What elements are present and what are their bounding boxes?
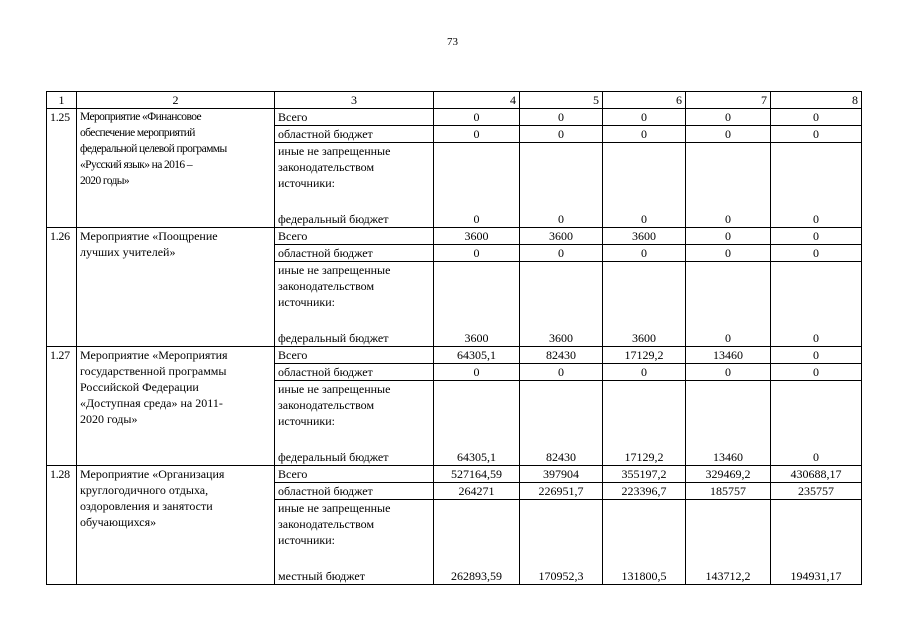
value-cell xyxy=(520,262,603,347)
table-row xyxy=(47,347,862,364)
source-label-total: Всего xyxy=(275,347,434,364)
header-cell: 8 xyxy=(771,92,862,109)
value-cell: 527164,59 xyxy=(434,466,520,483)
description-line: Мероприятие «Мероприятия xyxy=(80,348,228,362)
source-line: иные не запрещенные xyxy=(278,501,391,515)
measure-description xyxy=(77,109,275,228)
value-text: 3600 xyxy=(464,331,489,345)
table-row xyxy=(47,109,862,126)
value-cell: 185757 xyxy=(686,483,771,500)
value-text: 0 xyxy=(813,450,819,464)
value-cell xyxy=(434,143,520,228)
source-line: законодательством xyxy=(278,398,375,412)
source-label-regional: областной бюджет xyxy=(275,126,434,143)
value-text: 13460 xyxy=(713,450,743,464)
value-cell: 0 xyxy=(686,126,771,143)
source-label-total: Всего xyxy=(275,109,434,126)
value-cell xyxy=(771,143,862,228)
source-label-regional: областной бюджет xyxy=(275,245,434,262)
value-text: 3600 xyxy=(549,331,573,345)
value-text: 131800,5 xyxy=(621,569,667,583)
value-cell: 0 xyxy=(603,245,686,262)
header-cell: 7 xyxy=(686,92,771,109)
value-cell xyxy=(434,500,520,585)
source-line: иные не запрещенные xyxy=(278,144,391,158)
other-budget-label: федеральный бюджет xyxy=(278,331,389,345)
header-row xyxy=(47,92,862,109)
description-line: обеспечение мероприятий xyxy=(80,127,195,139)
description-line: лучших учителей» xyxy=(80,245,176,259)
value-cell xyxy=(520,500,603,585)
description-line: Мероприятие «Поощрение xyxy=(80,229,218,243)
value-cell: 430688,17 xyxy=(771,466,862,483)
value-cell xyxy=(686,143,771,228)
value-cell: 3600 xyxy=(520,228,603,245)
value-cell xyxy=(434,381,520,466)
description-line: Мероприятие «Финансовое xyxy=(80,111,201,123)
measure-number: 1.28 xyxy=(47,466,77,585)
source-line: источники: xyxy=(278,414,335,428)
description-line: 2020 годы» xyxy=(80,175,130,187)
other-budget-label: федеральный бюджет xyxy=(278,212,389,226)
value-cell: 0 xyxy=(686,245,771,262)
value-cell: 0 xyxy=(686,364,771,381)
value-cell xyxy=(603,262,686,347)
header-cell: 1 xyxy=(47,92,77,109)
source-label-other xyxy=(275,262,434,347)
description-line: «Русский язык» на 2016 – xyxy=(80,159,193,171)
value-cell: 0 xyxy=(434,109,520,126)
source-line: источники: xyxy=(278,176,335,190)
page-number: 73 xyxy=(447,36,458,48)
value-cell: 3600 xyxy=(603,228,686,245)
value-cell: 0 xyxy=(520,364,603,381)
value-text: 0 xyxy=(558,212,564,226)
source-label-other xyxy=(275,500,434,585)
value-cell xyxy=(686,500,771,585)
header-cell: 6 xyxy=(603,92,686,109)
value-cell xyxy=(686,262,771,347)
value-cell: 0 xyxy=(686,109,771,126)
table-row xyxy=(47,466,862,483)
value-text: 3600 xyxy=(632,331,656,345)
value-cell: 223396,7 xyxy=(603,483,686,500)
value-cell xyxy=(434,262,520,347)
value-cell: 3600 xyxy=(434,228,520,245)
source-line: законодательством xyxy=(278,279,375,293)
source-label-regional: областной бюджет xyxy=(275,364,434,381)
source-label-other xyxy=(275,381,434,466)
value-cell xyxy=(686,381,771,466)
value-cell: 264271 xyxy=(434,483,520,500)
value-cell: 0 xyxy=(434,126,520,143)
source-label-total: Всего xyxy=(275,466,434,483)
description-line: государственной программы xyxy=(80,364,227,378)
header-cell: 2 xyxy=(77,92,275,109)
description-line: 2020 годы» xyxy=(80,412,138,426)
value-text: 82430 xyxy=(546,450,576,464)
value-cell: 64305,1 xyxy=(434,347,520,364)
measure-number: 1.25 xyxy=(47,109,77,228)
value-cell: 226951,7 xyxy=(520,483,603,500)
source-label-other xyxy=(275,143,434,228)
value-cell xyxy=(771,500,862,585)
header-cell: 3 xyxy=(275,92,434,109)
value-cell xyxy=(771,381,862,466)
measure-description xyxy=(77,347,275,466)
source-line: законодательством xyxy=(278,160,375,174)
value-text: 0 xyxy=(473,212,480,226)
value-text: 0 xyxy=(813,212,819,226)
source-label-total: Всего xyxy=(275,228,434,245)
value-cell: 0 xyxy=(771,228,862,245)
value-cell: 355197,2 xyxy=(603,466,686,483)
value-text: 0 xyxy=(641,212,647,226)
value-cell: 17129,2 xyxy=(603,347,686,364)
measure-description xyxy=(77,466,275,585)
value-text: 0 xyxy=(813,331,819,345)
value-cell: 0 xyxy=(603,109,686,126)
source-line: иные не запрещенные xyxy=(278,263,391,277)
value-cell: 0 xyxy=(771,347,862,364)
source-line: иные не запрещенные xyxy=(278,382,391,396)
value-cell: 82430 xyxy=(520,347,603,364)
value-cell: 0 xyxy=(603,126,686,143)
value-text: 194931,17 xyxy=(790,569,842,583)
source-line: законодательством xyxy=(278,517,375,531)
measure-description xyxy=(77,228,275,347)
value-cell xyxy=(603,381,686,466)
value-cell: 329469,2 xyxy=(686,466,771,483)
value-text: 0 xyxy=(725,331,731,345)
header-cell: 4 xyxy=(434,92,520,109)
value-cell xyxy=(603,143,686,228)
value-text: 170952,3 xyxy=(538,569,584,583)
value-cell: 0 xyxy=(603,364,686,381)
value-text: 262893,59 xyxy=(451,569,502,583)
table-row xyxy=(47,228,862,245)
value-cell: 235757 xyxy=(771,483,862,500)
value-cell: 13460 xyxy=(686,347,771,364)
budget-table xyxy=(46,91,862,585)
description-line: обучающихся» xyxy=(80,515,157,529)
source-line: источники: xyxy=(278,295,335,309)
measure-number: 1.26 xyxy=(47,228,77,347)
value-cell: 0 xyxy=(434,364,520,381)
value-cell: 0 xyxy=(520,126,603,143)
header-cell: 5 xyxy=(520,92,603,109)
value-cell: 0 xyxy=(686,228,771,245)
value-text: 143712,2 xyxy=(705,569,751,583)
source-line: источники: xyxy=(278,533,335,547)
description-line: федеральной целевой программы xyxy=(80,143,227,155)
value-text: 64305,1 xyxy=(457,450,496,464)
other-budget-label: федеральный бюджет xyxy=(278,450,389,464)
value-text: 17129,2 xyxy=(624,450,664,464)
value-cell xyxy=(520,381,603,466)
value-cell: 0 xyxy=(771,245,862,262)
value-cell xyxy=(771,262,862,347)
value-text: 0 xyxy=(725,212,731,226)
value-cell xyxy=(520,143,603,228)
value-cell: 0 xyxy=(434,245,520,262)
value-cell: 397904 xyxy=(520,466,603,483)
description-line: круглогодичного отдыха, xyxy=(80,483,209,497)
value-cell: 0 xyxy=(771,126,862,143)
source-label-regional: областной бюджет xyxy=(275,483,434,500)
description-line: оздоровления и занятости xyxy=(80,499,213,513)
description-line: Российской Федерации xyxy=(80,380,199,394)
other-budget-label: местный бюджет xyxy=(278,569,365,583)
value-cell: 0 xyxy=(520,245,603,262)
measure-number: 1.27 xyxy=(47,347,77,466)
value-cell xyxy=(603,500,686,585)
value-cell: 0 xyxy=(520,109,603,126)
description-line: «Доступная среда» на 2011- xyxy=(80,396,223,410)
value-cell: 0 xyxy=(771,364,862,381)
description-line: Мероприятие «Организация xyxy=(80,467,225,481)
value-cell: 0 xyxy=(771,109,862,126)
